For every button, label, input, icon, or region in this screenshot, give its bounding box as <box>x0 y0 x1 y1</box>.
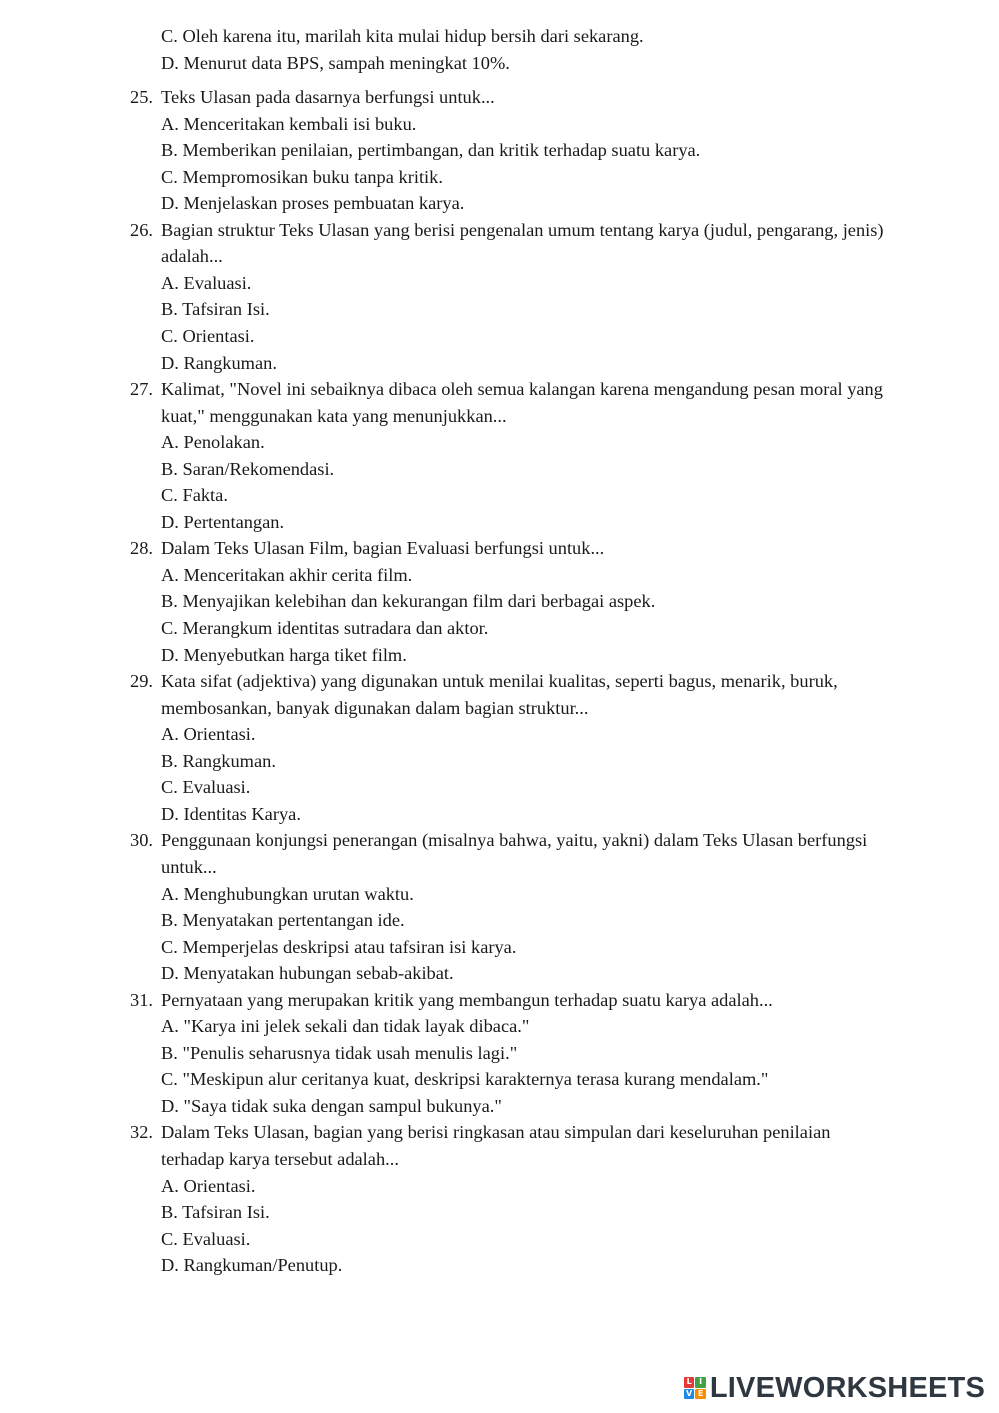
question-text: 31. Pernyataan yang merupakan kritik yang membangun terhadap suatu karya adalah... <box>0 987 999 1014</box>
answer-option[interactable]: B. "Penulis seharusnya tidak usah menulis lagi." <box>161 1042 518 1063</box>
answer-option[interactable]: A. Orientasi. <box>161 724 256 745</box>
question-text: 29. Kata sifat (adjektiva) yang digunakan untuk menilai kualitas, seperti bagus, menarik, buruk, <box>0 668 999 695</box>
answer-option[interactable]: B. Tafsiran Isi. <box>161 1202 270 1223</box>
answer-option[interactable]: C. "Meskipun alur ceritanya kuat, deskripsi karakternya terasa kurang mendalam." <box>161 1069 769 1090</box>
question-text-continued: membosankan, banyak digunakan dalam bagian struktur... <box>161 697 589 718</box>
question-number: 27. <box>130 379 153 400</box>
question-text: 27. Kalimat, "Novel ini sebaiknya dibaca oleh semua kalangan karena mengandung pesan moral yang <box>0 376 999 403</box>
liveworksheets-logo-text: LIVEWORKSHEETS <box>709 1371 985 1404</box>
answer-option[interactable]: D. Rangkuman. <box>161 352 277 373</box>
question-number: 30. <box>130 830 153 851</box>
question-28 <box>0 535 999 668</box>
answer-option[interactable]: D. Menurut data BPS, sampah meningkat 10%. <box>161 52 510 73</box>
question-31 <box>0 987 999 1120</box>
answer-option[interactable]: B. Menyatakan pertentangan ide. <box>161 910 405 931</box>
question-number: 32. <box>130 1122 153 1143</box>
answer-option[interactable]: A. Orientasi. <box>161 1175 256 1196</box>
worksheet-page <box>0 23 999 1279</box>
answer-option[interactable]: C. Mempromosikan buku tanpa kritik. <box>161 166 443 187</box>
question-text: 25. Teks Ulasan pada dasarnya berfungsi untuk... <box>0 84 999 111</box>
previous-question-tail <box>0 23 999 76</box>
answer-option[interactable]: D. "Saya tidak suka dengan sampul bukunya." <box>161 1095 502 1116</box>
answer-option[interactable]: A. Evaluasi. <box>161 272 252 293</box>
question-text: 32. Dalam Teks Ulasan, bagian yang berisi ringkasan atau simpulan dari keseluruhan penilaian <box>0 1119 999 1146</box>
answer-option[interactable]: B. Rangkuman. <box>161 750 276 771</box>
question-number: 25. <box>130 87 153 108</box>
question-32 <box>0 1119 999 1278</box>
question-26 <box>0 217 999 376</box>
answer-option[interactable]: B. Menyajikan kelebihan dan kekurangan film dari berbagai aspek. <box>161 591 656 612</box>
question-25 <box>0 84 999 217</box>
answer-option[interactable]: C. Merangkum identitas sutradara dan aktor. <box>161 618 489 639</box>
answer-option[interactable]: C. Evaluasi. <box>161 1228 251 1249</box>
answer-option[interactable]: D. Rangkuman/Penutup. <box>161 1255 343 1276</box>
question-27 <box>0 376 999 535</box>
answer-option[interactable]: A. Menghubungkan urutan waktu. <box>161 883 414 904</box>
answer-option[interactable]: D. Menyebutkan harga tiket film. <box>161 644 407 665</box>
answer-option[interactable]: C. Evaluasi. <box>161 777 251 798</box>
answer-option[interactable]: B. Memberikan penilaian, pertimbangan, dan kritik terhadap suatu karya. <box>161 140 701 161</box>
question-text: 30. Penggunaan konjungsi penerangan (misalnya bahwa, yaitu, yakni) dalam Teks Ulasan berfungsi <box>0 827 999 854</box>
answer-option[interactable]: A. "Karya ini jelek sekali dan tidak layak dibaca." <box>161 1016 530 1037</box>
answer-option[interactable]: C. Oleh karena itu, marilah kita mulai hidup bersih dari sekarang. <box>161 26 644 46</box>
answer-option[interactable]: D. Menjelaskan proses pembuatan karya. <box>161 193 465 214</box>
question-text-continued: untuk... <box>161 856 217 877</box>
answer-option[interactable]: A. Penolakan. <box>161 432 265 453</box>
question-text: 28. Dalam Teks Ulasan Film, bagian Evaluasi berfungsi untuk... <box>0 535 999 562</box>
answer-option[interactable]: D. Identitas Karya. <box>161 803 301 824</box>
question-number: 26. <box>130 219 153 240</box>
question-text-continued: kuat," menggunakan kata yang menunjukkan... <box>161 405 507 426</box>
question-29 <box>0 668 999 827</box>
answer-option[interactable]: A. Menceritakan akhir cerita film. <box>161 564 413 585</box>
answer-option[interactable]: D. Pertentangan. <box>161 511 285 532</box>
answer-option[interactable]: D. Menyatakan hubungan sebab-akibat. <box>161 963 454 984</box>
question-text-continued: terhadap karya tersebut adalah... <box>161 1148 399 1169</box>
answer-option[interactable]: C. Orientasi. <box>161 326 255 347</box>
liveworksheets-logo-icon: L I V E <box>684 1377 706 1399</box>
answer-option[interactable]: B. Saran/Rekomendasi. <box>161 458 335 479</box>
answer-option[interactable]: A. Menceritakan kembali isi buku. <box>161 113 417 134</box>
answer-option[interactable]: C. Memperjelas deskripsi atau tafsiran isi karya. <box>161 936 517 957</box>
question-number: 28. <box>130 538 153 559</box>
question-text: 26. Bagian struktur Teks Ulasan yang berisi pengenalan umum tentang karya (judul, pengarang, jenis) <box>0 217 999 244</box>
answer-option[interactable]: B. Tafsiran Isi. <box>161 299 270 320</box>
question-number: 31. <box>130 989 153 1010</box>
question-number: 29. <box>130 671 153 692</box>
question-30 <box>0 827 999 986</box>
question-text-continued: adalah... <box>161 246 223 267</box>
answer-option[interactable]: C. Fakta. <box>161 485 228 506</box>
liveworksheets-logo[interactable] <box>684 1373 985 1403</box>
